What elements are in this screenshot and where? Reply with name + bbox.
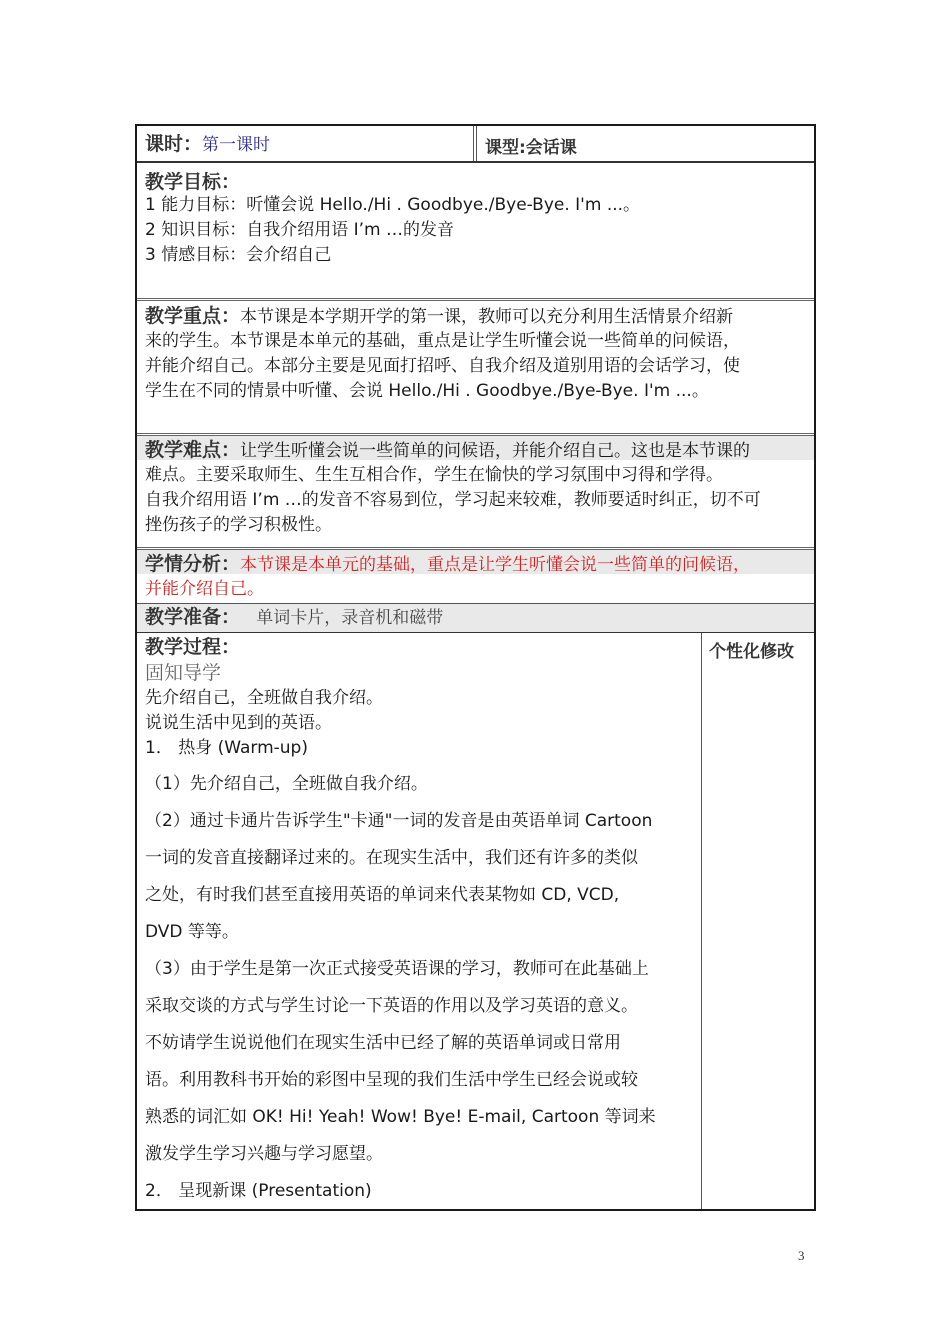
analysis-text: 本节课是本单元的基础，重点是让学生听懂会说一些简单的问候语，: [240, 555, 751, 575]
difficulties-text: 自我介绍用语 I’m …的发音不容易到位，学习起来较难，教师要适时纠正，切不可: [145, 490, 761, 510]
difficulties-text: 挫伤孩子的学习积极性。: [145, 515, 332, 535]
process-line: 说说生活中见到的英语。: [145, 713, 332, 733]
objectives-label: 教学目标：: [145, 171, 241, 193]
header-divider: [473, 126, 477, 161]
process-line: （2）通过卡通片告诉学生"卡通"一词的发音是由英语单词 Cartoon: [145, 811, 653, 831]
analysis-section: [137, 550, 814, 604]
objective-item: 2 知识目标：自我介绍用语 I’m …的发音: [145, 220, 455, 240]
objective-item: 3 情感目标：会介绍自己: [145, 245, 332, 265]
difficulties-section: [137, 436, 814, 550]
difficulties-label: 教学难点：: [145, 439, 241, 461]
lesson-label: 课时：: [145, 133, 203, 155]
lesson-value: 第一课时: [202, 135, 271, 155]
key-points-text: 本节课是本学期开学的第一课，教师可以充分利用生活情景介绍新: [240, 307, 734, 327]
preparation-value: 单词卡片，录音机和磁带: [256, 608, 444, 628]
process-line: 2． 呈现新课 (Presentation): [145, 1181, 372, 1201]
process-label: 教学过程：: [145, 636, 241, 658]
process-line: 激发学生学习兴趣与学习愿望。: [145, 1144, 383, 1164]
objectives-section: [137, 163, 814, 301]
preparation-section: [137, 604, 814, 633]
process-line: 采取交谈的方式与学生讨论一下英语的作用以及学习英语的意义。: [145, 996, 638, 1016]
process-line: （1）先介绍自己，全班做自我介绍。: [145, 774, 428, 794]
process-column-divider: [701, 633, 702, 1209]
analysis-label: 学情分析：: [145, 553, 241, 575]
process-line: 一词的发音直接翻译过来的。在现实生活中，我们还有许多的类似: [145, 848, 638, 868]
process-section: [137, 633, 814, 1209]
process-subtitle: 固知导学: [145, 662, 222, 684]
key-points-text: 学生在不同的情景中听懂、会说 Hello./Hi . Goodbye./Bye-Bye. I'm ...。: [145, 381, 709, 401]
process-line: 1． 热身 (Warm-up): [145, 738, 308, 758]
key-points-text: 来的学生。本节课是本单元的基础，重点是让学生听懂会说一些简单的问候语，: [145, 331, 740, 351]
difficulties-text: 难点。主要采取师生、生生互相合作，学生在愉快的学习氛围中习得和学得。: [145, 465, 723, 485]
objective-item: 1 能力目标：听懂会说 Hello./Hi . Goodbye./Bye-Bye. I'm ...。: [145, 195, 641, 215]
process-line: DVD 等等。: [145, 922, 239, 942]
lesson-plan-table: [135, 124, 816, 1211]
header-row: [137, 126, 814, 163]
page-number: 3: [798, 1248, 805, 1263]
process-line: 不妨请学生说说他们在现实生活中已经了解的英语单词或日常用: [145, 1033, 621, 1053]
lesson-type: 课型:会话课: [485, 138, 577, 158]
process-line: 熟悉的词汇如 OK! Hi! Yeah! Wow! Bye! E-mail, Cartoon 等词来: [145, 1107, 656, 1127]
process-line: 语。利用教科书开始的彩图中呈现的我们生活中学生已经会说或较: [145, 1070, 638, 1090]
process-line: （3）由于学生是第一次正式接受英语课的学习，教师可在此基础上: [145, 959, 649, 979]
preparation-label: 教学准备：: [145, 606, 241, 628]
personalized-revision-header: 个性化修改: [709, 642, 794, 662]
difficulties-text: 让学生听懂会说一些简单的问候语，并能介绍自己。这也是本节课的: [240, 441, 751, 461]
process-line: 先介绍自己，全班做自我介绍。: [145, 688, 383, 708]
key-points-text: 并能介绍自己。本部分主要是见面打招呼、自我介绍及道别用语的会话学习，使: [145, 356, 740, 376]
analysis-text: 并能介绍自己。: [145, 579, 264, 599]
key-points-label: 教学重点：: [145, 305, 241, 327]
process-line: 之处，有时我们甚至直接用英语的单词来代表某物如 CD, VCD,: [145, 885, 620, 905]
key-points-section: [137, 301, 814, 436]
